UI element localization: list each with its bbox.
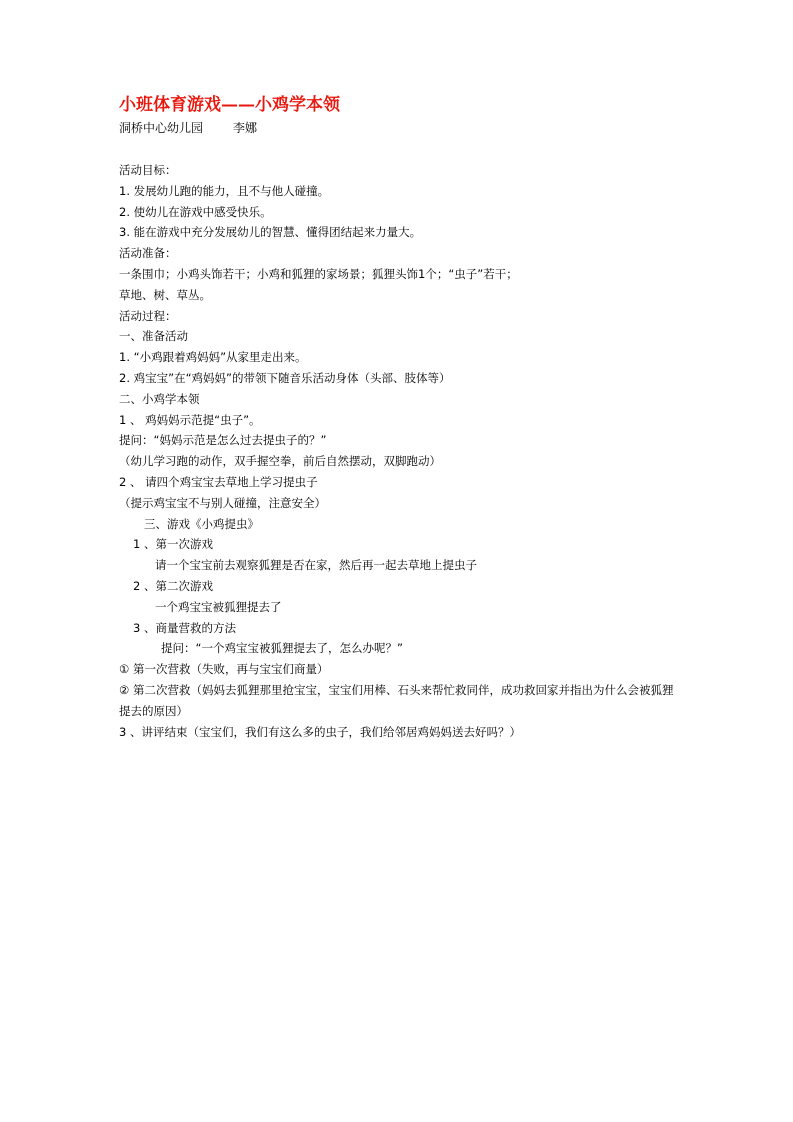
document-body <box>119 160 679 742</box>
step-heading: 二、小鸡学本领 <box>119 391 200 406</box>
goal-item: 1. 发展幼儿跑的能力，且不与他人碰撞。 <box>119 183 330 198</box>
step-heading: 一、准备活动 <box>119 329 188 344</box>
note-text: （提示鸡宝宝不与别人碰撞，注意安全） <box>119 495 326 510</box>
note-text: （幼儿学习跑的动作，双手握空拳，前后自然摆动，双脚跑动） <box>119 454 441 469</box>
rescue-item: ① 第一次营救（失败，再与宝宝们商量） <box>119 662 329 677</box>
byline <box>119 119 257 137</box>
goal-item: 2. 使幼儿在游戏中感受快乐。 <box>119 204 272 219</box>
section-heading: 活动目标： <box>119 163 177 177</box>
step-item: 1 、 鸡妈妈示范提“虫子”。 <box>119 412 261 427</box>
game-detail: 一个鸡宝宝被狐狸提去了 <box>155 599 282 614</box>
step-heading: 三、游戏《小鸡提虫》 <box>144 516 259 531</box>
game-detail: 请一个宝宝前去观察狐狸是否在家，然后再一起去草地上提虫子 <box>155 558 477 573</box>
preparation-text: 一条围巾；小鸡头饰若干；小鸡和狐狸的家场景；狐狸头饰1个；“虫子”若干； <box>119 266 518 281</box>
rescue-item: ② 第二次营救（妈妈去狐狸那里抢宝宝，宝宝们用棒、石头来帮忙救同伴，成功救回家并指出为什么会被狐狸提去的原因） <box>119 682 674 718</box>
school-name: 洞桥中心幼儿园 <box>119 121 204 135</box>
section-heading: 活动准备： <box>119 246 177 261</box>
question-text: 提问：“一个鸡宝宝被狐狸提去了，怎么办呢？” <box>161 641 403 656</box>
game-round: 1 、第一次游戏 <box>133 537 213 552</box>
section-heading: 活动过程： <box>119 308 177 323</box>
document-title: 小班体育游戏——小鸡学本领 <box>119 95 340 115</box>
closing-text: 3 、讲评结束（宝宝们，我们有这么多的虫子，我们给邻居鸡妈妈送去好吗？） <box>119 724 521 739</box>
step-item: 2 、 请四个鸡宝宝去草地上学习提虫子 <box>119 474 318 489</box>
question-text: 提问：“妈妈示范是怎么过去提虫子的？” <box>119 433 327 448</box>
preparation-text: 草地、树、草丛。 <box>119 287 211 302</box>
author-name: 李娜 <box>233 121 258 135</box>
goal-item: 3. 能在游戏中充分发展幼儿的智慧、懂得团结起来力量大。 <box>119 225 422 240</box>
step-item: 2. 鸡宝宝”在“鸡妈妈”的带领下随音乐活动身体（头部、肢体等） <box>119 370 451 385</box>
game-round: 2 、第二次游戏 <box>133 578 213 593</box>
game-round: 3 、商量营救的方法 <box>133 620 236 635</box>
step-item: 1. “小鸡跟着鸡妈妈”从家里走出来。 <box>119 350 307 365</box>
